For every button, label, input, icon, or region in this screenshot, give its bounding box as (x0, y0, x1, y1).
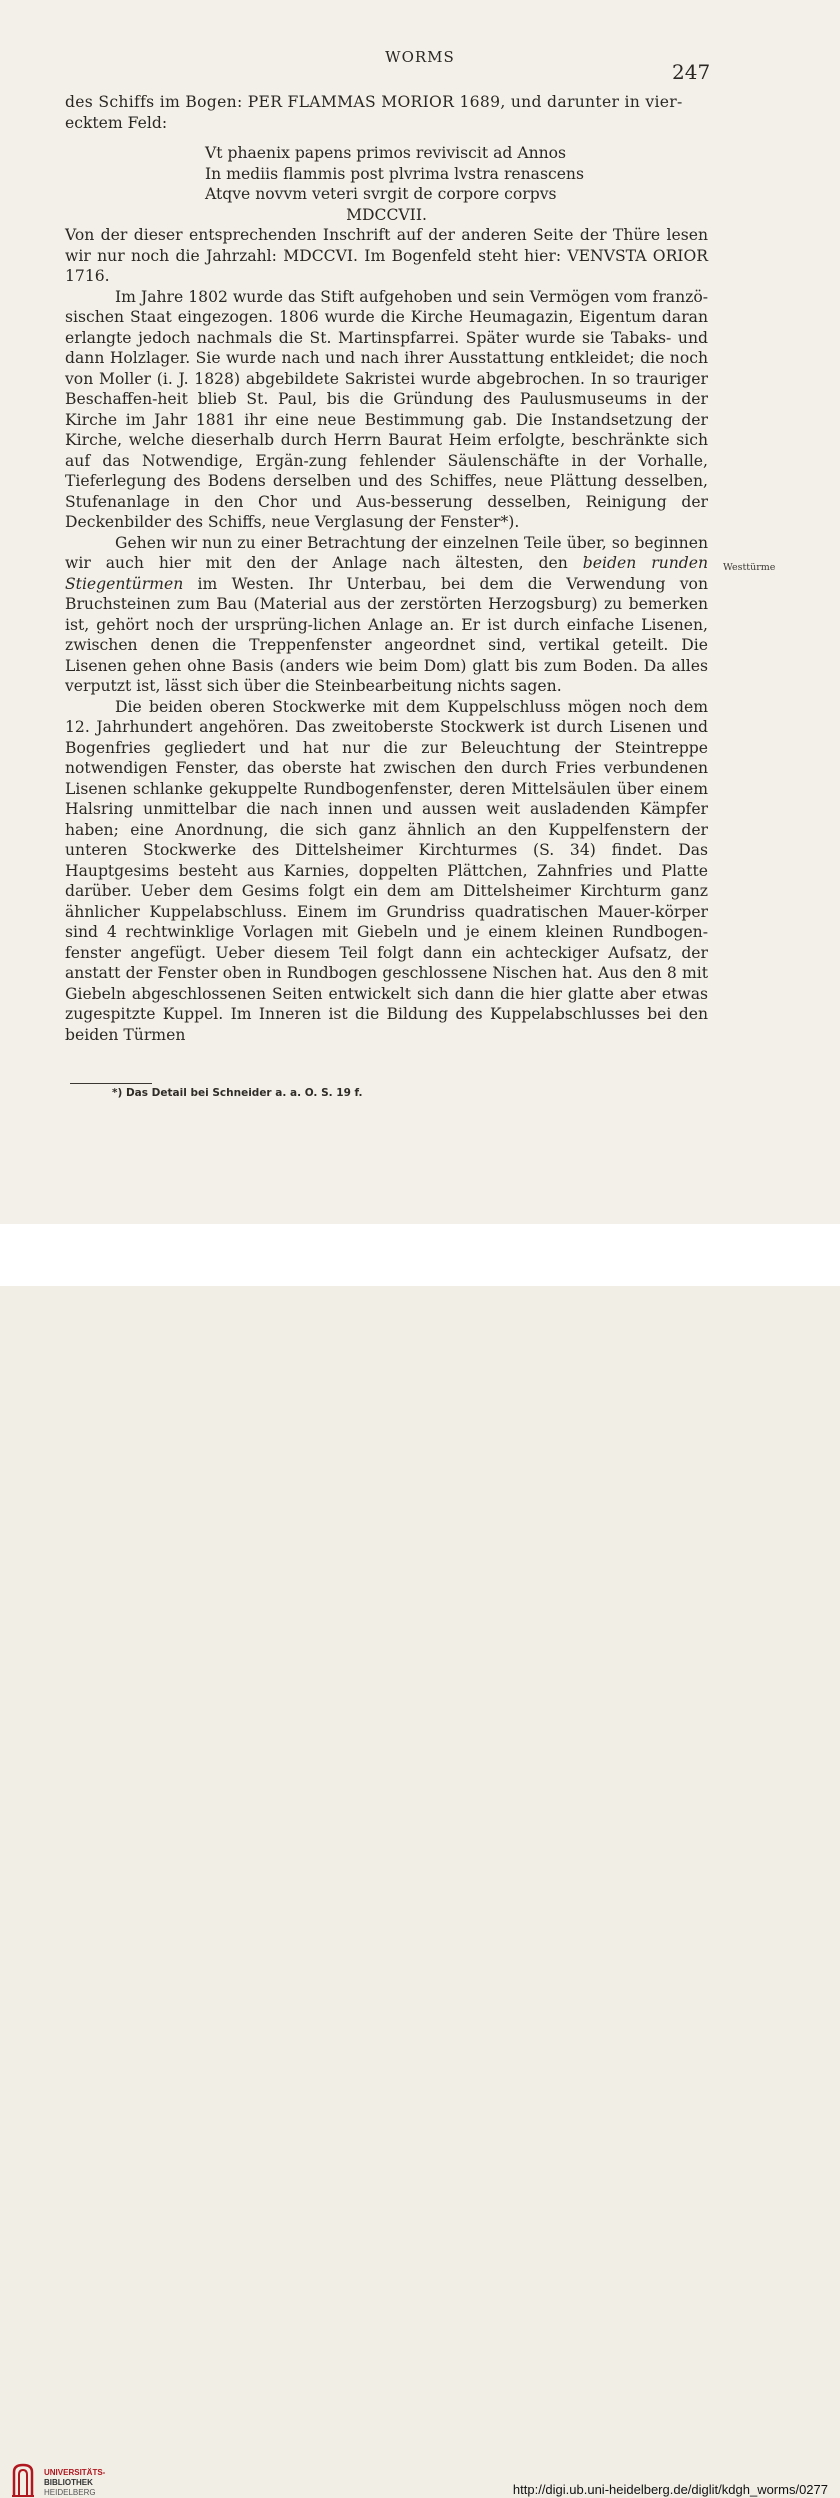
main-text (65, 92, 708, 1045)
paragraph-3-part-a: Gehen wir nun zu einer Betrachtung der einzelnen Teile über, so beginnen wir auch hier mit den der Anlage nach ältesten, den (65, 533, 708, 572)
library-line-3: HEIDELBERG (44, 2488, 96, 2497)
scanned-page (0, 0, 840, 1224)
library-name (44, 2468, 105, 2498)
paragraph-1: Von der dieser entsprechenden Inschrift auf der anderen Seite der Thüre lesen wir nur noch die Jahrzahl: MDCCVI. Im Bogenfeld steht hier: VENVSTA ORIOR 1716. (65, 226, 708, 285)
verse-date: MDCCVII. (346, 205, 427, 224)
library-line-2: BIBLIOTHEK (44, 2478, 93, 2487)
footnote: *) Das Detail bei Schneider a. a. O. S. 19 f. (112, 1087, 363, 1099)
paragraph-3-part-b: im Westen. Ihr Unterbau, bei dem die Verwendung von Bruchsteinen zum Bau (Material aus der zerstörten Herzogsburg) zu bemerken ist, gehört noch der ursprüng-lichen Anlage an. Er ist durch einfache Lisenen, zwischen denen die Treppenfenster angeordnet sind, vertikal geteilt. Die Lisenen gehen ohne Basis (anders wie beim Dom) glatt bis zum Boden. Da alles verputzt ist, lässt sich über die Steinbearbeitung nichts sagen. (65, 574, 708, 695)
paragraph-4: Die beiden oberen Stockwerke mit dem Kuppelschluss mögen noch dem 12. Jahrhundert angehören. Das zweitoberste Stockwerk ist durch Lisenen und Bogenfries gegliedert und hat nur die zur Beleuchtung der Steintreppe notwendigen Fenster, das oberste hat zwischen den durch Fries verbundenen Lisenen schlanke gekuppelte Rundbogenfenster, deren Mittelsäulen über einem Halsring unmittelbar die nach innen und aussen weit ausladenden Kämpfer haben; eine Anordnung, die sich ganz ähnlich an den Kuppelfenstern der unteren Stockwerke des Dittelsheimer Kirchturmes (S. 34) findet. Das Hauptgesims besteht aus Karnies, doppelten Plättchen, Zahnfries und Platte darüber. Ueber dem Gesims folgt ein dem am Dittelsheimer Kirchturm ganz ähnlicher Kuppelabschluss. Einem im Grundriss quadratischen Mauer-körper sind 4 rechtwinklige Vorlagen mit Giebeln und je einem kleinen Rundbogen-fenster angefügt. Ueber diesem Teil folgt dann ein achteckiger Aufsatz, der anstatt der Fenster oben in Rundbogen geschlossene Nischen hat. Aus den 8 mit Giebeln abgeschlossenen Seiten entwickelt sich dann die hier glatte aber etwas zugespitzte Kuppel. Im Inneren ist die Bildung des Kuppelabschlusses bei den beiden Türmen (65, 697, 708, 1044)
library-line-1: UNIVERSITÄTS- (44, 2468, 106, 2477)
footer-bar (0, 1224, 840, 2497)
verse-line-3: Atqve novvm veteri svrgit de corpore corpvs (205, 185, 557, 203)
inscription-verse (205, 143, 708, 225)
library-logo-icon (10, 2462, 36, 2498)
intro-line-1: des Schiffs im Bogen: PER FLAMMAS MORIOR 1689, und darunter in vier- (65, 93, 683, 111)
paragraph-2: Im Jahre 1802 wurde das Stift aufgehoben und sein Vermögen vom franzö-sischen Staat eingezogen. 1806 wurde die Kirche Heumagazin, Eigentum daran erlangte jedoch nachmals die St. Martinspfarrei. Später wurde sie Tabaks- und dann Holzlager. Sie wurde nach und nach ihrer Ausstattung entkleidet; die noch von Moller (i. J. 1828) abgebildete Sakristei wurde abgebrochen. In so trauriger Beschaffen-heit blieb St. Paul, bis die Gründung des Paulusmuseums in der Kirche im Jahr 1881 ihr eine neue Bestimmung gab. Die Instandsetzung der Kirche, welche dieserhalb durch Herrn Baurat Heim erfolgte, beschränkte sich auf das Notwendige, Ergän-zung fehlender Säulenschäfte in der Vorhalle, Tieferlegung des Bodens derselben und des Schiffes, neue Plättung desselben, Stufenanlage in den Chor und Aus-besserung desselben, Reinigung der Deckenbilder des Schiffs, neue Verglasung der Fenster*). (65, 287, 708, 531)
verse-line-1: Vt phaenix papens primos reviviscit ad Annos (205, 144, 567, 162)
page-number: 247 (672, 60, 711, 84)
paragraph-3-italic: beiden runden Stiegentürmen (65, 554, 709, 593)
source-url-link[interactable]: http://digi.ub.uni-heidelberg.de/diglit/kdgh_worms/0277 (512, 2482, 828, 2497)
intro-line-2: ecktem Feld: (65, 113, 168, 132)
running-title: WORMS (385, 48, 455, 66)
verse-line-2: In mediis flammis post plvrima lvstra renascens (205, 164, 584, 183)
paragraph-3 (65, 533, 708, 697)
marginal-note: Westtürme (723, 562, 776, 573)
footnote-divider (70, 1083, 152, 1084)
